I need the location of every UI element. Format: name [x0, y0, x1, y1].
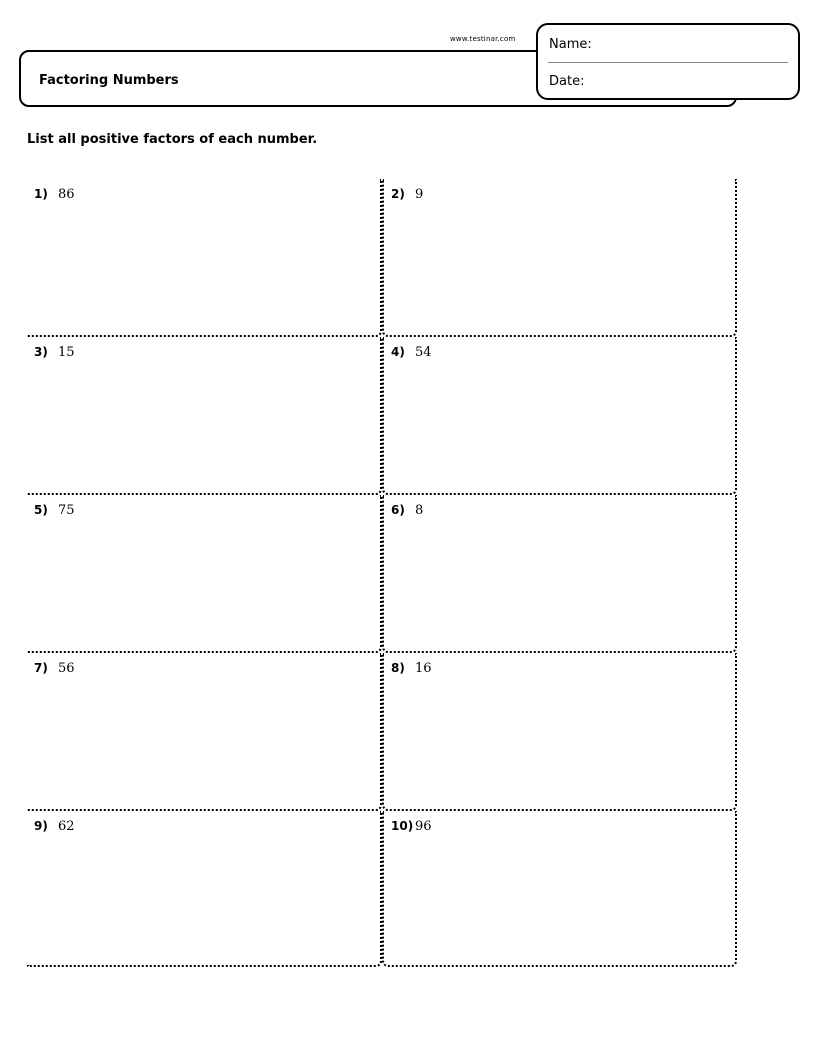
worksheet-title: Factoring Numbers [39, 73, 179, 88]
problem-label: 5) [34, 503, 48, 517]
problem-grid [27, 179, 737, 967]
problem-number: 8 [415, 503, 424, 518]
problem-number: 15 [58, 345, 75, 360]
problem-label: 10) [391, 819, 414, 833]
problem-label: 8) [391, 661, 405, 675]
problem-label: 4) [391, 345, 405, 359]
problem-label: 2) [391, 187, 405, 201]
problem-number: 56 [58, 661, 75, 676]
problem-cell-10 [382, 811, 737, 967]
problem-cell-2 [382, 179, 737, 337]
problem-number: 16 [415, 661, 432, 676]
problem-label: 7) [34, 661, 48, 675]
problem-cell-6 [382, 495, 737, 653]
problem-cell-5 [27, 495, 382, 653]
problem-number: 86 [58, 187, 75, 202]
date-label: Date: [549, 74, 585, 89]
problem-number: 75 [58, 503, 75, 518]
problem-cell-8 [382, 653, 737, 811]
problem-number: 9 [415, 187, 424, 202]
problem-cell-7 [27, 653, 382, 811]
problem-label: 1) [34, 187, 48, 201]
problem-label: 6) [391, 503, 405, 517]
problem-number: 54 [415, 345, 432, 360]
site-url: www.testinar.com [450, 35, 516, 43]
problem-number: 62 [58, 819, 75, 834]
problem-cell-1 [27, 179, 382, 337]
name-divider [548, 62, 788, 63]
instructions: List all positive factors of each number. [27, 132, 318, 147]
problem-cell-4 [382, 337, 737, 495]
problem-number: 96 [415, 819, 432, 834]
problem-cell-3 [27, 337, 382, 495]
name-label: Name: [549, 37, 592, 52]
problem-label: 9) [34, 819, 48, 833]
name-date-box [536, 23, 800, 100]
problem-cell-9 [27, 811, 382, 967]
problem-label: 3) [34, 345, 48, 359]
